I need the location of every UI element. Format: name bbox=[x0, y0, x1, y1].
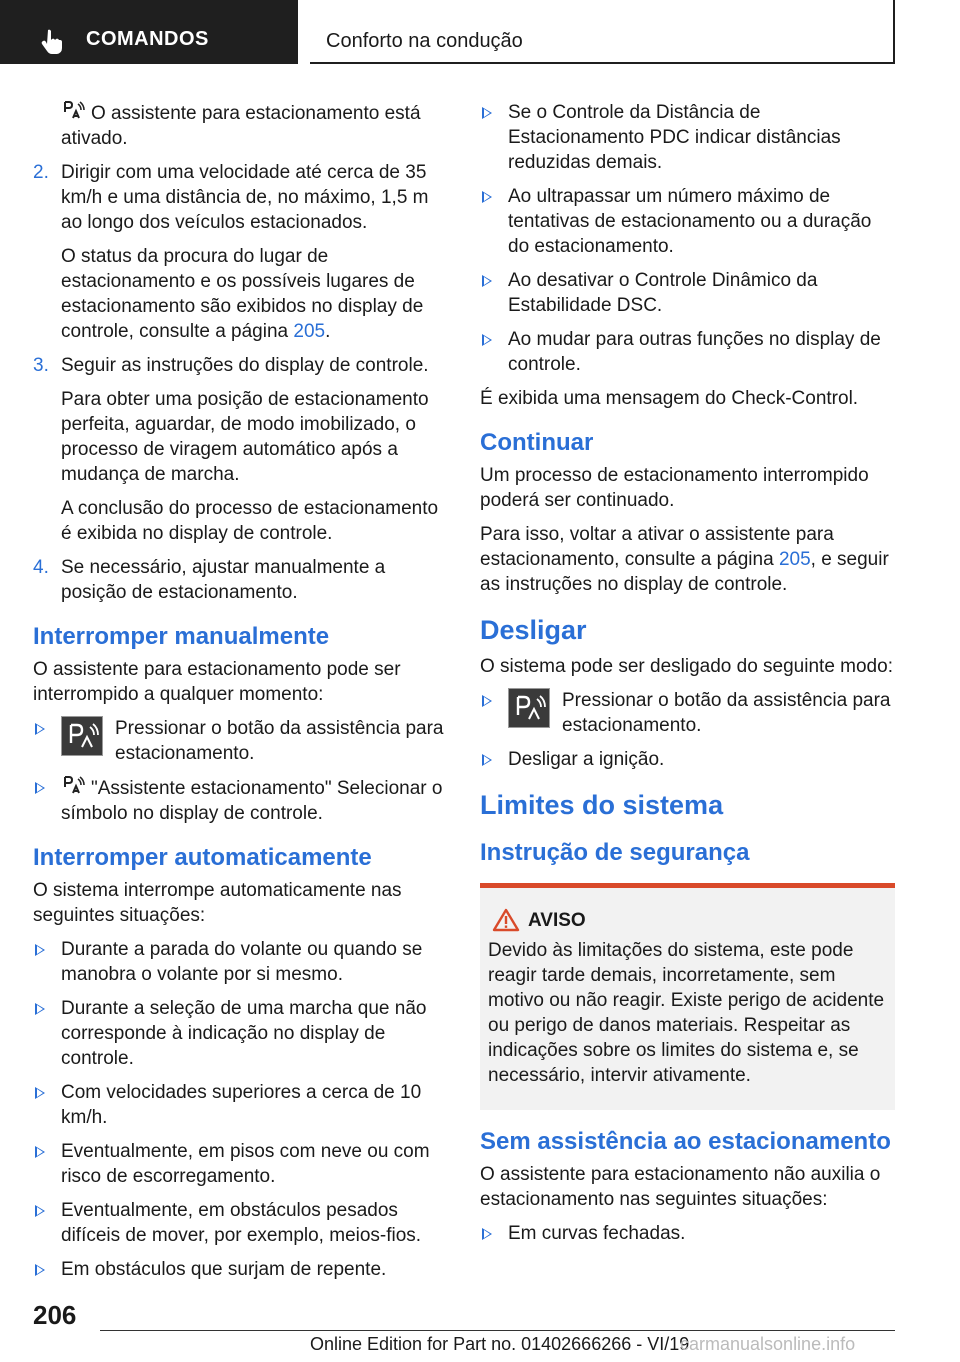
heading-off: Desligar bbox=[480, 615, 587, 645]
footer-watermark: carmanualsonline.info bbox=[680, 1334, 856, 1354]
page-number: 206 bbox=[33, 1300, 77, 1330]
bullet-triangle-icon bbox=[482, 107, 492, 119]
list-item: 4. Se necessário, ajustar manualmente a posição de estacionamento. bbox=[33, 557, 386, 603]
bullet-triangle-icon bbox=[35, 782, 45, 794]
auto-intro: O sistema interrompe automaticamente nas seguintes situações: bbox=[33, 880, 402, 926]
warning-text: Devido às limitações do sistema, este pode reagir tarde demais, incorretamente, sem motivo ou não reagir. Existe perigo de acidente ou perigo de danos materiais. Respeitar as indicações sobre os limites do sistema e, se necessário, intervir ativamente. bbox=[488, 940, 885, 1086]
footer-edition: Online Edition for Part no. 01402666266 - VI/19 bbox=[310, 1334, 690, 1354]
list-item: Desligar a ignição. bbox=[480, 747, 895, 772]
bullet-triangle-icon bbox=[482, 275, 492, 287]
parking-assist-icon bbox=[61, 100, 85, 122]
list-item: 3. Seguir as instruções do display de controle. bbox=[33, 355, 429, 376]
list-item: Em curvas fechadas. bbox=[480, 1221, 895, 1246]
step2-note: O status da procura do lugar de estacionamento e os possíveis lugares de estacionamento são exibidos no display de controle, consulte a página 205. bbox=[61, 246, 424, 342]
warning-triangle-icon bbox=[492, 908, 520, 932]
noassist-intro: O assistente para estacionamento não auxilia o estacionamento nas seguintes situações: bbox=[480, 1164, 881, 1210]
list-item: "Assistente estacionamento" Selecionar o símbolo no display de controle. bbox=[33, 775, 445, 826]
bullet-triangle-icon bbox=[482, 754, 492, 766]
active-note: O assistente para estacionamento está ativado. bbox=[33, 100, 445, 151]
bullet-triangle-icon bbox=[482, 191, 492, 203]
list-item: Ao ultrapassar um número máximo de tentativas de estacionamento ou a duração do estacionamento. bbox=[480, 184, 895, 259]
bullet-triangle-icon bbox=[35, 1146, 45, 1158]
list-item: Ao desativar o Controle Dinâmico da Estabilidade DSC. bbox=[480, 268, 895, 318]
heading-noassist: Sem assistência ao estacionamento bbox=[480, 1128, 891, 1155]
section-tab bbox=[0, 0, 298, 64]
parking-button-icon bbox=[61, 716, 103, 756]
list-item: Pressionar o botão da assistência para estacionamento. bbox=[33, 716, 445, 766]
parking-button-icon bbox=[508, 688, 550, 728]
chapter-header bbox=[310, 0, 895, 64]
check-control-note: É exibida uma mensagem do Check-Control. bbox=[480, 388, 859, 409]
bullet-triangle-icon bbox=[35, 1003, 45, 1015]
warning-box bbox=[480, 883, 895, 1110]
list-item: Eventualmente, em pisos com neve ou com risco de escorregamento. bbox=[33, 1139, 445, 1189]
continue-p1: Um processo de estacionamento interrompido poderá ser continuado. bbox=[480, 465, 869, 511]
parking-assist-icon bbox=[61, 775, 85, 797]
page-link[interactable]: 205 bbox=[293, 321, 326, 342]
list-item: 2. Dirigir com uma velocidade até cerca de 35 km/h e uma distância de, no máximo, 1,5 m ao longo dos veículos estacionados. bbox=[33, 162, 429, 233]
list-item: Com velocidades superiores a cerca de 10 km/h. bbox=[33, 1080, 445, 1130]
list-item: Ao mudar para outras funções no display de controle. bbox=[480, 327, 895, 377]
hand-pointer-icon bbox=[40, 28, 64, 54]
footer-rule bbox=[100, 1330, 895, 1331]
step3-note: A conclusão do processo de estacionamento é exibida no display de controle. bbox=[61, 498, 439, 544]
list-item: Durante a seleção de uma marcha que não corresponde à indicação no display de controle. bbox=[33, 996, 445, 1071]
continue-p2: Para isso, voltar a ativar o assistente para estacionamento, consulte a página 205, e seguir as instruções no display de controle. bbox=[480, 524, 889, 595]
bullet-triangle-icon bbox=[482, 695, 492, 707]
bullet-triangle-icon bbox=[35, 1264, 45, 1276]
heading-safety: Instrução de segurança bbox=[480, 839, 750, 866]
list-item: Se o Controle da Distância de Estacionamento PDC indicar distâncias reduzidas demais. bbox=[480, 100, 895, 175]
right-column bbox=[480, 100, 895, 1255]
left-column bbox=[33, 100, 445, 1291]
heading-auto: Interromper automaticamente bbox=[33, 844, 372, 871]
off-intro: O sistema pode ser desligado do seguinte modo: bbox=[480, 656, 893, 677]
page-link[interactable]: 205 bbox=[778, 549, 811, 570]
bullet-triangle-icon bbox=[35, 1205, 45, 1217]
step3-note: Para obter uma posição de estacionamento perfeita, aguardar, de modo imobilizado, o processo de viragem automático após a mudança de marcha. bbox=[61, 389, 429, 485]
bullet-triangle-icon bbox=[35, 1087, 45, 1099]
section-title: COMANDOS bbox=[86, 28, 209, 50]
heading-continue: Continuar bbox=[480, 429, 594, 456]
bullet-triangle-icon bbox=[482, 334, 492, 346]
heading-manual: Interromper manualmente bbox=[33, 623, 330, 650]
bullet-triangle-icon bbox=[482, 1228, 492, 1240]
heading-limits: Limites do sistema bbox=[480, 790, 724, 820]
manual-intro: O assistente para estacionamento pode ser interrompido a qualquer momento: bbox=[33, 659, 401, 705]
list-item: Durante a parada do volante ou quando se manobra o volante por si mesmo. bbox=[33, 937, 445, 987]
chapter-title: Conforto na condução bbox=[326, 30, 523, 52]
list-item: Em obstáculos que surjam de repente. bbox=[33, 1257, 445, 1282]
bullet-triangle-icon bbox=[35, 723, 45, 735]
warning-title: AVISO bbox=[488, 910, 887, 932]
list-item: Pressionar o botão da assistência para estacionamento. bbox=[480, 688, 895, 738]
list-item: Eventualmente, em obstáculos pesados difíceis de mover, por exemplo, meios-fios. bbox=[33, 1198, 445, 1248]
bullet-triangle-icon bbox=[35, 944, 45, 956]
